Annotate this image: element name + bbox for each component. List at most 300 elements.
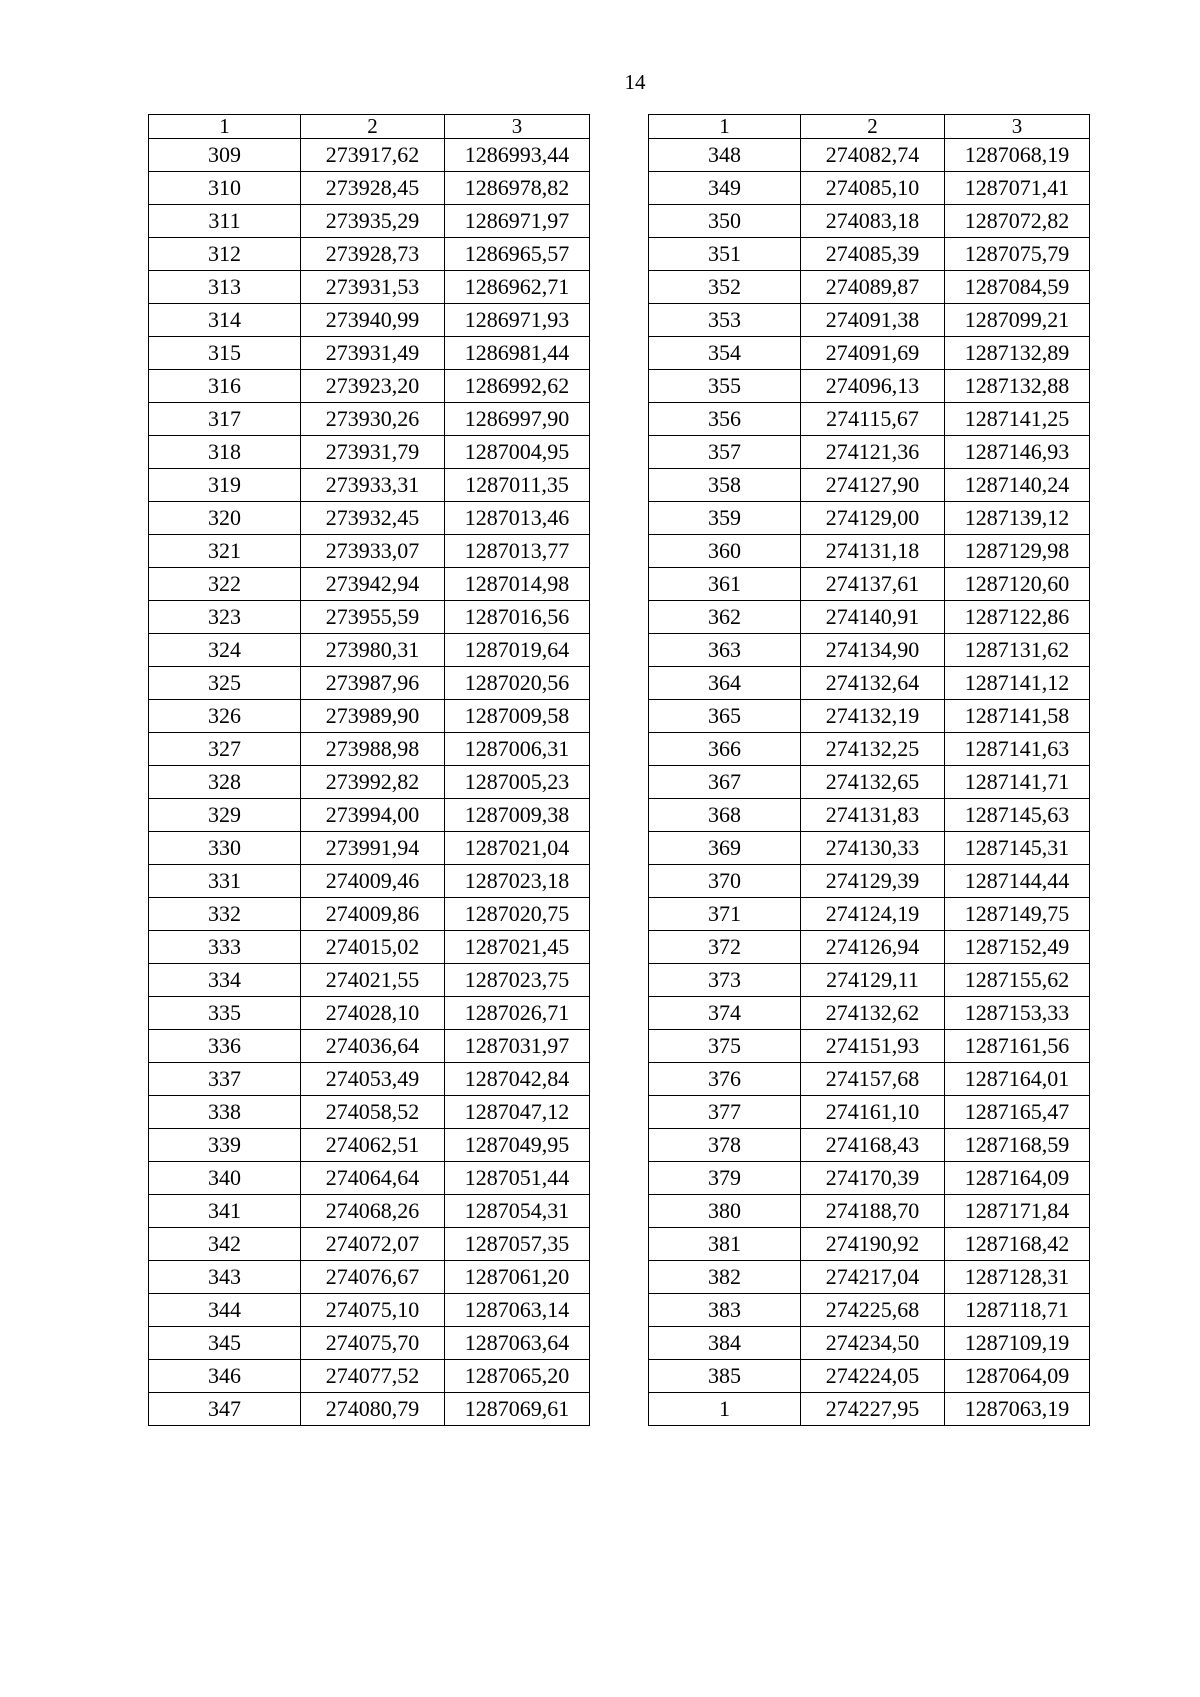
header-cell: 3	[945, 115, 1090, 139]
point-number-cell: 361	[649, 568, 801, 601]
table-row	[149, 1261, 590, 1294]
x-coordinate-cell: 274015,02	[301, 931, 445, 964]
point-number-cell: 314	[149, 304, 301, 337]
point-number-cell: 364	[649, 667, 801, 700]
y-coordinate-cell: 1287131,62	[945, 634, 1090, 667]
table-row	[149, 667, 590, 700]
point-number-cell: 373	[649, 964, 801, 997]
y-coordinate-cell: 1286971,97	[445, 205, 590, 238]
table-row	[649, 1261, 1090, 1294]
table-row	[149, 1063, 590, 1096]
x-coordinate-cell: 274227,95	[801, 1393, 945, 1426]
x-coordinate-cell: 274131,18	[801, 535, 945, 568]
y-coordinate-cell: 1286981,44	[445, 337, 590, 370]
table-row	[149, 370, 590, 403]
point-number-cell: 348	[649, 139, 801, 172]
y-coordinate-cell: 1287013,46	[445, 502, 590, 535]
x-coordinate-cell: 274188,70	[801, 1195, 945, 1228]
y-coordinate-cell: 1287069,61	[445, 1393, 590, 1426]
point-number-cell: 342	[149, 1228, 301, 1261]
y-coordinate-cell: 1286978,82	[445, 172, 590, 205]
y-coordinate-cell: 1287141,58	[945, 700, 1090, 733]
x-coordinate-cell: 274115,67	[801, 403, 945, 436]
x-coordinate-cell: 274036,64	[301, 1030, 445, 1063]
table-row	[649, 205, 1090, 238]
y-coordinate-cell: 1287021,04	[445, 832, 590, 865]
x-coordinate-cell: 274058,52	[301, 1096, 445, 1129]
y-coordinate-cell: 1287051,44	[445, 1162, 590, 1195]
point-number-cell: 336	[149, 1030, 301, 1063]
table-row	[649, 667, 1090, 700]
y-coordinate-cell: 1286992,62	[445, 370, 590, 403]
x-coordinate-cell: 273991,94	[301, 832, 445, 865]
table-row	[649, 139, 1090, 172]
x-coordinate-cell: 274009,46	[301, 865, 445, 898]
y-coordinate-cell: 1287084,59	[945, 271, 1090, 304]
table-row	[149, 502, 590, 535]
x-coordinate-cell: 273928,45	[301, 172, 445, 205]
x-coordinate-cell: 274075,10	[301, 1294, 445, 1327]
x-coordinate-cell: 274132,25	[801, 733, 945, 766]
y-coordinate-cell: 1287164,09	[945, 1162, 1090, 1195]
y-coordinate-cell: 1287063,19	[945, 1393, 1090, 1426]
x-coordinate-cell: 274076,67	[301, 1261, 445, 1294]
point-number-cell: 375	[649, 1030, 801, 1063]
y-coordinate-cell: 1287020,75	[445, 898, 590, 931]
table-row	[149, 139, 590, 172]
y-coordinate-cell: 1287141,12	[945, 667, 1090, 700]
point-number-cell: 318	[149, 436, 301, 469]
table-row	[649, 502, 1090, 535]
x-coordinate-cell: 274121,36	[801, 436, 945, 469]
table-row	[149, 1393, 590, 1426]
header-cell: 2	[801, 115, 945, 139]
y-coordinate-cell: 1287129,98	[945, 535, 1090, 568]
x-coordinate-cell: 274224,05	[801, 1360, 945, 1393]
point-number-cell: 1	[649, 1393, 801, 1426]
point-number-cell: 320	[149, 502, 301, 535]
table-row	[649, 535, 1090, 568]
header-cell: 1	[149, 115, 301, 139]
point-number-cell: 366	[649, 733, 801, 766]
x-coordinate-cell: 273928,73	[301, 238, 445, 271]
y-coordinate-cell: 1287042,84	[445, 1063, 590, 1096]
point-number-cell: 359	[649, 502, 801, 535]
y-coordinate-cell: 1286971,93	[445, 304, 590, 337]
point-number-cell: 377	[649, 1096, 801, 1129]
table-row	[649, 1360, 1090, 1393]
x-coordinate-cell: 274130,33	[801, 832, 945, 865]
x-coordinate-cell: 274157,68	[801, 1063, 945, 1096]
y-coordinate-cell: 1287019,64	[445, 634, 590, 667]
point-number-cell: 357	[649, 436, 801, 469]
x-coordinate-cell: 274225,68	[801, 1294, 945, 1327]
point-number-cell: 351	[649, 238, 801, 271]
point-number-cell: 324	[149, 634, 301, 667]
point-number-cell: 384	[649, 1327, 801, 1360]
y-coordinate-cell: 1287014,98	[445, 568, 590, 601]
y-coordinate-cell: 1287145,31	[945, 832, 1090, 865]
y-coordinate-cell: 1287011,35	[445, 469, 590, 502]
point-number-cell: 365	[649, 700, 801, 733]
table-row	[149, 469, 590, 502]
y-coordinate-cell: 1287016,56	[445, 601, 590, 634]
point-number-cell: 369	[649, 832, 801, 865]
table-row	[649, 1228, 1090, 1261]
x-coordinate-cell: 274129,39	[801, 865, 945, 898]
table-row	[149, 997, 590, 1030]
x-coordinate-cell: 274083,18	[801, 205, 945, 238]
x-coordinate-cell: 273940,99	[301, 304, 445, 337]
x-coordinate-cell: 274089,87	[801, 271, 945, 304]
x-coordinate-cell: 274064,64	[301, 1162, 445, 1195]
x-coordinate-cell: 274062,51	[301, 1129, 445, 1162]
y-coordinate-cell: 1287168,42	[945, 1228, 1090, 1261]
y-coordinate-cell: 1287128,31	[945, 1261, 1090, 1294]
table-row	[649, 1195, 1090, 1228]
y-coordinate-cell: 1287072,82	[945, 205, 1090, 238]
table-row	[649, 172, 1090, 205]
x-coordinate-cell: 274161,10	[801, 1096, 945, 1129]
y-coordinate-cell: 1287155,62	[945, 964, 1090, 997]
x-coordinate-cell: 273931,79	[301, 436, 445, 469]
y-coordinate-cell: 1287164,01	[945, 1063, 1090, 1096]
point-number-cell: 382	[649, 1261, 801, 1294]
table-row	[649, 766, 1090, 799]
y-coordinate-cell: 1286993,44	[445, 139, 590, 172]
point-number-cell: 325	[149, 667, 301, 700]
y-coordinate-cell: 1287020,56	[445, 667, 590, 700]
y-coordinate-cell: 1287047,12	[445, 1096, 590, 1129]
point-number-cell: 362	[649, 601, 801, 634]
y-coordinate-cell: 1287149,75	[945, 898, 1090, 931]
table-row	[149, 898, 590, 931]
x-coordinate-cell: 273923,20	[301, 370, 445, 403]
table-row	[649, 469, 1090, 502]
table-row	[649, 601, 1090, 634]
y-coordinate-cell: 1286965,57	[445, 238, 590, 271]
y-coordinate-cell: 1287099,21	[945, 304, 1090, 337]
point-number-cell: 381	[649, 1228, 801, 1261]
x-coordinate-cell: 274068,26	[301, 1195, 445, 1228]
point-number-cell: 346	[149, 1360, 301, 1393]
x-coordinate-cell: 274126,94	[801, 931, 945, 964]
x-coordinate-cell: 274028,10	[301, 997, 445, 1030]
y-coordinate-cell: 1287026,71	[445, 997, 590, 1030]
y-coordinate-cell: 1287144,44	[945, 865, 1090, 898]
table-row	[149, 601, 590, 634]
table-row	[149, 205, 590, 238]
x-coordinate-cell: 274096,13	[801, 370, 945, 403]
y-coordinate-cell: 1287061,20	[445, 1261, 590, 1294]
y-coordinate-cell: 1287013,77	[445, 535, 590, 568]
y-coordinate-cell: 1287140,24	[945, 469, 1090, 502]
y-coordinate-cell: 1287152,49	[945, 931, 1090, 964]
y-coordinate-cell: 1287139,12	[945, 502, 1090, 535]
point-number-cell: 383	[649, 1294, 801, 1327]
point-number-cell: 353	[649, 304, 801, 337]
table-row	[649, 271, 1090, 304]
y-coordinate-cell: 1287023,75	[445, 964, 590, 997]
x-coordinate-cell: 273980,31	[301, 634, 445, 667]
point-number-cell: 356	[649, 403, 801, 436]
point-number-cell: 350	[649, 205, 801, 238]
x-coordinate-cell: 274082,74	[801, 139, 945, 172]
y-coordinate-cell: 1287120,60	[945, 568, 1090, 601]
point-number-cell: 347	[149, 1393, 301, 1426]
x-coordinate-cell: 273987,96	[301, 667, 445, 700]
table-row	[149, 964, 590, 997]
point-number-cell: 368	[649, 799, 801, 832]
y-coordinate-cell: 1287031,97	[445, 1030, 590, 1063]
y-coordinate-cell: 1287141,71	[945, 766, 1090, 799]
table-row	[149, 931, 590, 964]
point-number-cell: 334	[149, 964, 301, 997]
y-coordinate-cell: 1287168,59	[945, 1129, 1090, 1162]
point-number-cell: 379	[649, 1162, 801, 1195]
table-header-row	[149, 115, 590, 139]
x-coordinate-cell: 274217,04	[801, 1261, 945, 1294]
table-header-row	[649, 115, 1090, 139]
point-number-cell: 340	[149, 1162, 301, 1195]
x-coordinate-cell: 274124,19	[801, 898, 945, 931]
table-row	[649, 634, 1090, 667]
table-row	[649, 1294, 1090, 1327]
table-row	[149, 634, 590, 667]
x-coordinate-cell: 274077,52	[301, 1360, 445, 1393]
point-number-cell: 341	[149, 1195, 301, 1228]
x-coordinate-cell: 274170,39	[801, 1162, 945, 1195]
point-number-cell: 310	[149, 172, 301, 205]
x-coordinate-cell: 273932,45	[301, 502, 445, 535]
table-row	[649, 898, 1090, 931]
y-coordinate-cell: 1287171,84	[945, 1195, 1090, 1228]
table-row	[649, 1393, 1090, 1426]
x-coordinate-cell: 273935,29	[301, 205, 445, 238]
point-number-cell: 311	[149, 205, 301, 238]
x-coordinate-cell: 274091,38	[801, 304, 945, 337]
point-number-cell: 315	[149, 337, 301, 370]
x-coordinate-cell: 273930,26	[301, 403, 445, 436]
x-coordinate-cell: 274053,49	[301, 1063, 445, 1096]
x-coordinate-cell: 274127,90	[801, 469, 945, 502]
y-coordinate-cell: 1287075,79	[945, 238, 1090, 271]
point-number-cell: 323	[149, 601, 301, 634]
x-coordinate-cell: 274131,83	[801, 799, 945, 832]
y-coordinate-cell: 1287118,71	[945, 1294, 1090, 1327]
x-coordinate-cell: 274075,70	[301, 1327, 445, 1360]
table-row	[149, 535, 590, 568]
point-number-cell: 339	[149, 1129, 301, 1162]
table-body	[149, 115, 590, 1426]
point-number-cell: 354	[649, 337, 801, 370]
point-number-cell: 335	[149, 997, 301, 1030]
x-coordinate-cell: 274129,11	[801, 964, 945, 997]
x-coordinate-cell: 274168,43	[801, 1129, 945, 1162]
y-coordinate-cell: 1287006,31	[445, 733, 590, 766]
table-row	[149, 1195, 590, 1228]
y-coordinate-cell: 1287145,63	[945, 799, 1090, 832]
table-row	[149, 700, 590, 733]
point-number-cell: 378	[649, 1129, 801, 1162]
table-row	[649, 832, 1090, 865]
x-coordinate-cell: 274234,50	[801, 1327, 945, 1360]
x-coordinate-cell: 273989,90	[301, 700, 445, 733]
coordinates-table-right	[648, 114, 1090, 1426]
y-coordinate-cell: 1287165,47	[945, 1096, 1090, 1129]
point-number-cell: 345	[149, 1327, 301, 1360]
x-coordinate-cell: 273988,98	[301, 733, 445, 766]
x-coordinate-cell: 274190,92	[801, 1228, 945, 1261]
x-coordinate-cell: 273933,31	[301, 469, 445, 502]
y-coordinate-cell: 1286962,71	[445, 271, 590, 304]
point-number-cell: 349	[649, 172, 801, 205]
point-number-cell: 316	[149, 370, 301, 403]
y-coordinate-cell: 1287153,33	[945, 997, 1090, 1030]
header-cell: 1	[649, 115, 801, 139]
point-number-cell: 327	[149, 733, 301, 766]
x-coordinate-cell: 274140,91	[801, 601, 945, 634]
x-coordinate-cell: 274132,19	[801, 700, 945, 733]
table-row	[649, 799, 1090, 832]
x-coordinate-cell: 273942,94	[301, 568, 445, 601]
y-coordinate-cell: 1287161,56	[945, 1030, 1090, 1063]
table-row	[149, 766, 590, 799]
page-number: 14	[624, 70, 646, 94]
y-coordinate-cell: 1287146,93	[945, 436, 1090, 469]
point-number-cell: 374	[649, 997, 801, 1030]
table-row	[649, 964, 1090, 997]
header-cell: 2	[301, 115, 445, 139]
x-coordinate-cell: 273955,59	[301, 601, 445, 634]
point-number-cell: 380	[649, 1195, 801, 1228]
y-coordinate-cell: 1287132,88	[945, 370, 1090, 403]
x-coordinate-cell: 274134,90	[801, 634, 945, 667]
table-row	[149, 1228, 590, 1261]
point-number-cell: 338	[149, 1096, 301, 1129]
table-row	[649, 1129, 1090, 1162]
x-coordinate-cell: 274151,93	[801, 1030, 945, 1063]
point-number-cell: 329	[149, 799, 301, 832]
y-coordinate-cell: 1287065,20	[445, 1360, 590, 1393]
point-number-cell: 371	[649, 898, 801, 931]
x-coordinate-cell: 274021,55	[301, 964, 445, 997]
table-body	[649, 115, 1090, 1426]
x-coordinate-cell: 274132,65	[801, 766, 945, 799]
x-coordinate-cell: 274085,39	[801, 238, 945, 271]
y-coordinate-cell: 1287068,19	[945, 139, 1090, 172]
table-row	[649, 700, 1090, 733]
x-coordinate-cell: 274091,69	[801, 337, 945, 370]
y-coordinate-cell: 1287064,09	[945, 1360, 1090, 1393]
point-number-cell: 332	[149, 898, 301, 931]
x-coordinate-cell: 274132,64	[801, 667, 945, 700]
x-coordinate-cell: 273931,53	[301, 271, 445, 304]
y-coordinate-cell: 1287063,14	[445, 1294, 590, 1327]
point-number-cell: 385	[649, 1360, 801, 1393]
table-row	[649, 1030, 1090, 1063]
point-number-cell: 367	[649, 766, 801, 799]
table-row	[149, 865, 590, 898]
x-coordinate-cell: 273992,82	[301, 766, 445, 799]
table-row	[149, 403, 590, 436]
table-row	[149, 271, 590, 304]
x-coordinate-cell: 274072,07	[301, 1228, 445, 1261]
point-number-cell: 331	[149, 865, 301, 898]
y-coordinate-cell: 1287057,35	[445, 1228, 590, 1261]
x-coordinate-cell: 274009,86	[301, 898, 445, 931]
point-number-cell: 317	[149, 403, 301, 436]
table-row	[649, 1063, 1090, 1096]
point-number-cell: 372	[649, 931, 801, 964]
y-coordinate-cell: 1286997,90	[445, 403, 590, 436]
x-coordinate-cell: 273917,62	[301, 139, 445, 172]
table-row	[149, 1096, 590, 1129]
table-row	[149, 1162, 590, 1195]
table-row	[149, 832, 590, 865]
point-number-cell: 344	[149, 1294, 301, 1327]
table-row	[649, 733, 1090, 766]
table-row	[649, 1096, 1090, 1129]
point-number-cell: 376	[649, 1063, 801, 1096]
point-number-cell: 319	[149, 469, 301, 502]
y-coordinate-cell: 1287004,95	[445, 436, 590, 469]
table-row	[149, 172, 590, 205]
point-number-cell: 322	[149, 568, 301, 601]
y-coordinate-cell: 1287005,23	[445, 766, 590, 799]
x-coordinate-cell: 274080,79	[301, 1393, 445, 1426]
header-cell: 3	[445, 115, 590, 139]
table-row	[649, 370, 1090, 403]
table-row	[149, 238, 590, 271]
table-row	[649, 1327, 1090, 1360]
point-number-cell: 330	[149, 832, 301, 865]
point-number-cell: 313	[149, 271, 301, 304]
table-row	[149, 1030, 590, 1063]
point-number-cell: 326	[149, 700, 301, 733]
y-coordinate-cell: 1287021,45	[445, 931, 590, 964]
point-number-cell: 309	[149, 139, 301, 172]
y-coordinate-cell: 1287063,64	[445, 1327, 590, 1360]
point-number-cell: 360	[649, 535, 801, 568]
table-row	[649, 865, 1090, 898]
point-number-cell: 370	[649, 865, 801, 898]
point-number-cell: 352	[649, 271, 801, 304]
x-coordinate-cell: 274132,62	[801, 997, 945, 1030]
y-coordinate-cell: 1287141,25	[945, 403, 1090, 436]
y-coordinate-cell: 1287132,89	[945, 337, 1090, 370]
y-coordinate-cell: 1287071,41	[945, 172, 1090, 205]
table-row	[649, 997, 1090, 1030]
table-row	[149, 337, 590, 370]
table-row	[649, 238, 1090, 271]
y-coordinate-cell: 1287009,58	[445, 700, 590, 733]
table-row	[149, 304, 590, 337]
table-row	[649, 568, 1090, 601]
table-row	[649, 436, 1090, 469]
table-row	[649, 403, 1090, 436]
x-coordinate-cell: 273931,49	[301, 337, 445, 370]
table-row	[149, 1294, 590, 1327]
table-row	[149, 733, 590, 766]
y-coordinate-cell: 1287009,38	[445, 799, 590, 832]
point-number-cell: 358	[649, 469, 801, 502]
table-row	[149, 1327, 590, 1360]
point-number-cell: 312	[149, 238, 301, 271]
point-number-cell: 363	[649, 634, 801, 667]
y-coordinate-cell: 1287049,95	[445, 1129, 590, 1162]
x-coordinate-cell: 273994,00	[301, 799, 445, 832]
